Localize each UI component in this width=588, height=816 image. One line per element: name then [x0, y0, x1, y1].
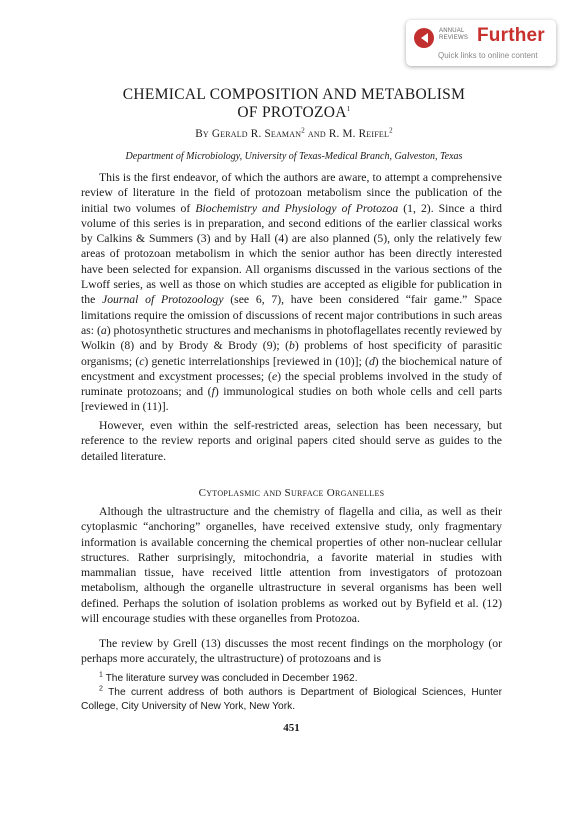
author-seaman: Gerald R. Seaman [211, 128, 302, 140]
text-run: ) problems of host specificity of parasitic organisms; ( [81, 339, 502, 368]
text-run: ) immunological studies on both whole cells and cell parts [reviewed in (11)]. [81, 385, 502, 414]
by-label: By [195, 128, 209, 140]
book-title-italic: Biochemistry and Physiology of Protozoa [195, 201, 399, 215]
footnote-2-text: The current address of both authors is Department of Biological Sciences, Hunter College, City University of New York, New York. [81, 687, 502, 712]
quick-links-tagline: Quick links to online content [438, 51, 538, 60]
author-footnote-mark-2: 2 [389, 126, 393, 135]
author-line [90, 127, 498, 141]
footnote-1-mark: 1 [99, 671, 103, 679]
section-heading: Cytoplasmic and Surface Organelles [198, 487, 385, 499]
list-letter: d [368, 354, 375, 368]
list-letter: c [139, 354, 145, 368]
title-line-2-text: OF PROTOZOA [237, 104, 347, 121]
text-run: ) photosynthetic structures and mechanisms in photoflagellates recently reviewed by Wolkin (8) and by Brody & Brody (9); ( [81, 323, 503, 353]
footnote-1-text: The literature survey was concluded in December 1962. [105, 673, 358, 684]
text-run: This is the first endeavor, of which the authors are aware, to attempt a comprehensive review of literature in the field of protozoan metabolism since the publication of the initial two volumes of [81, 171, 502, 215]
title-footnote-mark: 1 [346, 104, 351, 113]
grell-review-paragraph: The review by Grell (13) discusses the most recent findings on the morphology (or perhaps more accurately, the ultrastructure) of protozoans and is [81, 637, 502, 666]
further-banner-link[interactable] [406, 20, 556, 66]
article-title-line-1: CHEMICAL COMPOSITION AND METABOLISM [122, 86, 466, 103]
brand-line-1: ANNUAL [439, 28, 465, 34]
scope-paragraph: However, even within the self-restricted areas, selection has been necessary, but reference to the review reports and original papers cited should serve as guides to the detailed literature. [81, 419, 502, 463]
footnote-2-mark: 2 [99, 685, 103, 693]
list-letter: e [271, 369, 278, 383]
brand-line-2: REVIEWS [439, 34, 469, 41]
intro-paragraph [81, 170, 502, 415]
and-label: and [307, 128, 326, 140]
annual-reviews-wordmark [439, 28, 468, 41]
list-letter: b [289, 339, 295, 353]
author-footnote-mark-1: 2 [301, 126, 305, 135]
article-title-line-2 [90, 104, 498, 122]
text-run: ) the special problems involved in the study of ruminate protozoans; and ( [81, 369, 503, 399]
page-number: 451 [283, 722, 300, 734]
further-label: Further [477, 25, 545, 46]
footnote-2 [81, 686, 502, 713]
footnote-1 [81, 672, 502, 686]
annual-reviews-logo-icon [414, 28, 434, 48]
author-reifel: R. M. Reifel [328, 128, 390, 140]
organelles-paragraph: Although the ultrastructure and the chemistry of flagella and cilia, as well as their cytoplasmic “anchoring” organelles, have received extensive study, only fragmentary information is available concerning the chemical properties of other non-nuclear cellular structures. Rather surprisingly, mitochondria, a favorite material in studies with mammalian tissue, have received little attention from investigators of protozoan metabolism, although the organelle ultrastructure in several organisms has been well defined. Perhaps the solution of isolation problems as worked out by Byfield et al. (12) will encourage studies with these organelles from Protozoa. [81, 505, 502, 626]
text-run: (1, 2). Since a third volume of this series is in preparation, and second editions of the earlier classical works by Calkins & Summers (3) and by Hall (4) are also planned (5), only the relatively few areas of protozoan metabolism in which the senior author has been directly interested have been selected for expansion. All organisms discussed in the various sections of the Lwoff series, as well as those on which studies are accepted as eligible for publication in the [81, 201, 502, 307]
list-letter: a [100, 323, 107, 337]
affiliation: Department of Microbiology, University of Texas-Medical Branch, Galveston, Texas [125, 151, 463, 162]
list-letter: f [211, 385, 215, 399]
text-run: (see 6, 7), have been considered “fair game.” Space limitations require the omission of discussions of recent major contributions in such areas as: ( [81, 293, 502, 337]
journal-title-italic: Journal of Protozoology [102, 293, 224, 307]
text-run: ) the biochemical nature of encystment and excystment processes; ( [81, 354, 502, 383]
text-run: ) genetic interrelationships [reviewed in (10)]; ( [144, 354, 369, 368]
